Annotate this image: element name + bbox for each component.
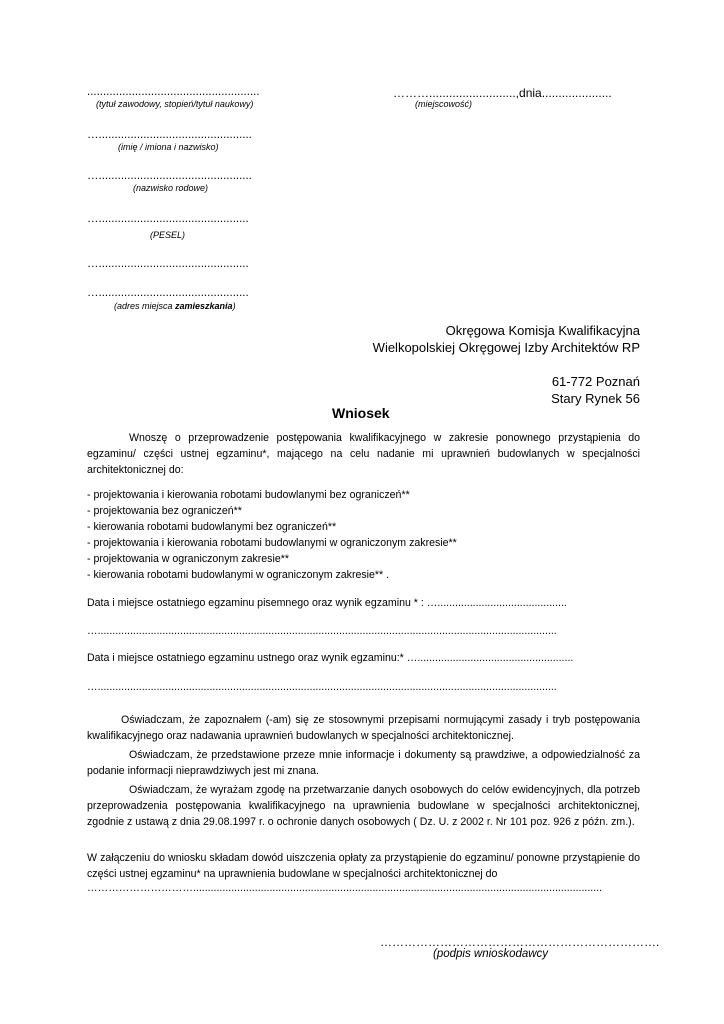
address-line: …...............................................: [87, 287, 249, 299]
extra-line: …...............................................: [87, 258, 249, 270]
name-field-caption: (imię / imiona i nazwisko): [118, 142, 219, 152]
signature-caption: (podpis wnioskodawcy: [433, 948, 549, 960]
list-item: - projektowania w ograniczonym zakresie**: [87, 553, 289, 565]
pesel-caption: (PESEL): [150, 230, 186, 240]
oral-exam-line: Data i miejsce ostatniego egzaminu ustnego oraz wynik egzaminu:* ….....................................................: [87, 652, 574, 664]
declaration-rules: Oświadczam, że zapoznałem (-am) się ze stosownymi przepisami normującymi zasady i tryb postępowania kwalifikacyjnego oraz nadawania uprawnień budowlanych w specjalności architektonicznej.: [87, 714, 640, 742]
recipient-street: Stary Rynek 56: [551, 391, 640, 406]
list-item: - projektowania i kierowania robotami budowlanymi bez ograniczeń**: [87, 489, 410, 501]
family-name-caption: (nazwisko rodowe): [133, 183, 209, 193]
pesel-line: …...............................................: [87, 213, 249, 225]
title-field-caption: (tytuł zawodowy, stopień/tytuł naukowy): [96, 99, 254, 109]
recipient-line-1: Okręgowa Komisja Kwalifikacyjna: [445, 323, 640, 338]
declaration-truth: Oświadczam, że przedstawione przeze mnie informacje i dokumenty są prawdziwe, a odpowiedzialność za podanie informacji nieprawdziwych jest mi znana.: [87, 749, 640, 777]
written-exam-line: Data i miejsce ostatniego egzaminu pisemnego oraz wynik egzaminu * : …............................................: [87, 597, 567, 609]
list-item: - kierowania robotami budowlanymi w ograniczonym zakresie** .: [87, 569, 390, 581]
family-name-line: …................................................: [87, 170, 252, 182]
place-caption: (miejscowość): [415, 99, 473, 109]
title-field-line: ......................................................: [87, 86, 260, 98]
place-date-line: ………..........................,dnia.....................: [393, 86, 612, 100]
name-field-line: …................................................: [87, 129, 252, 141]
list-item: - projektowania i kierowania robotami budowlanymi w ograniczonym zakresie**: [87, 537, 457, 549]
signature-line: …………………………………………………………….: [380, 935, 660, 949]
oral-exam-continuation: …............................................................................................................................................................: [87, 681, 557, 693]
options-list: [87, 487, 457, 583]
intro-paragraph: Wnoszę o przeprowadzenie postępowania kwalifikacyjnego w zakresie ponownego przystąpienia do egzaminu/ części ustnej egzaminu*, mającego na celu nadanie mi uprawnień budowlanych w specjalności architektonicznej do:: [87, 432, 640, 476]
list-item: - kierowania robotami budowlanymi bez ograniczeń**: [87, 521, 337, 533]
recipient-line-2: Wielkopolskiej Okręgowej Izby Architektów RP: [372, 340, 640, 355]
recipient-postal-code: 61-772 Poznań: [551, 374, 640, 389]
attachment-continuation: …………………………...........................................................................................................................................: [87, 882, 603, 894]
attachment-paragraph: W załączeniu do wniosku składam dowód uiszczenia opłaty za przystąpienie do egzaminu/ ponowne przystąpienie do części ustnej egzaminu* na uprawnienia budowlane w specjalności architektonicznej do: [87, 852, 640, 880]
written-exam-continuation: …............................................................................................................................................................: [87, 625, 557, 637]
address-caption: (adres miejsca zamieszkania): [114, 301, 236, 311]
declaration-data-consent: Oświadczam, że wyrażam zgodę na przetwarzanie danych osobowych do celów ewidencyjnych, dla potrzeb przeprowadzenia postępowania kwalifikacyjnego na uprawnienia budowlane w specjalności architektonicznej, zgodnie z ustawą z dnia 29.08.1997 r. o ochronie danych osobowych ( Dz. U. z 2002 r. Nr 101 poz. 926 z późn. zm.).: [87, 784, 640, 828]
document-title: Wniosek: [332, 405, 390, 421]
list-item: - projektowania bez ograniczeń**: [87, 505, 242, 517]
